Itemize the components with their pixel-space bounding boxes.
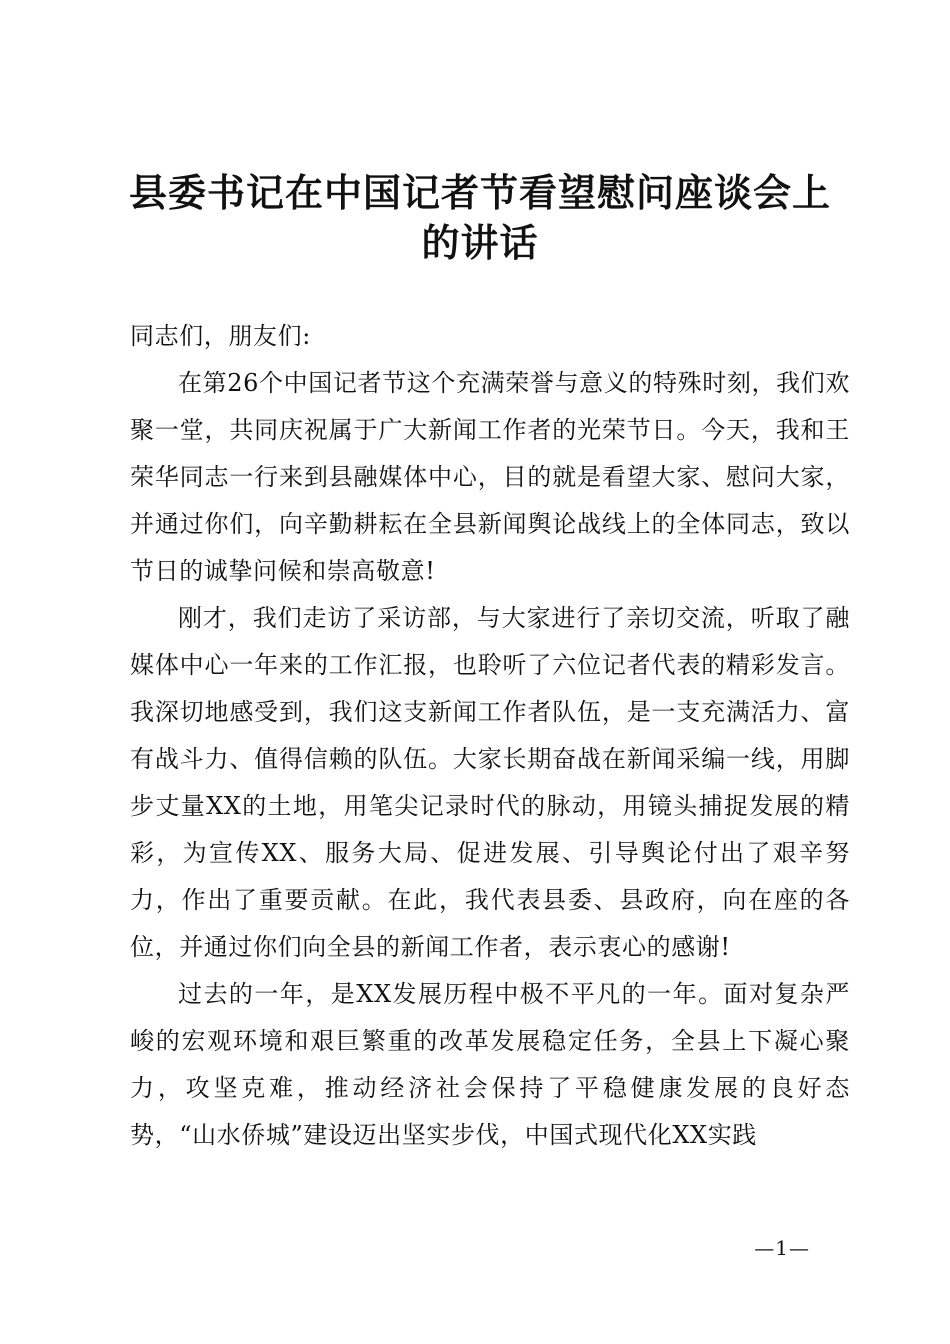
document-body <box>130 313 850 1159</box>
paragraph-2: 刚才，我们走访了采访部，与大家进行了亲切交流，听取了融媒体中心一年来的工作汇报，也聆听了六位记者代表的精彩发言。我深切地感受到，我们这支新闻工作者队伍，是一支充满活力、富有战斗力、值得信赖的队伍。大家长期奋战在新闻采编一线，用脚步丈量XX的土地，用笔尖记录时代的脉动，用镜头捕捉发展的精彩，为宣传XX、服务大局、促进发展、引导舆论付出了艰辛努力，作出了重要贡献。在此，我代表县委、县政府，向在座的各位，并通过你们向全县的新闻工作者，表示衷心的感谢! <box>130 604 850 961</box>
salutation: 同志们，朋友们: <box>130 322 311 350</box>
paragraph-1: 在第26个中国记者节这个充满荣誉与意义的特殊时刻，我们欢聚一堂，共同庆祝属于广大新闻工作者的光荣节日。今天，我和王荣华同志一行来到县融媒体中心，目的就是看望大家、慰问大家，并通过你们，向辛勤耕耘在全县新闻舆论战线上的全体同志，致以节日的诚挚问候和崇高敬意! <box>130 369 850 585</box>
document-title: 县委书记在中国记者节看望慰问座谈会上的讲话 <box>128 170 831 265</box>
paragraph-3: 过去的一年，是XX发展历程中极不平凡的一年。面对复杂严峻的宏观环境和艰巨繁重的改革发展稳定任务，全县上下凝心聚力，攻坚克难，推动经济社会保持了平稳健康发展的良好态势，“山水侨城”建设迈出坚实步伐，中国式现代化XX实践 <box>130 980 850 1149</box>
page-number: —1— <box>754 1236 810 1260</box>
